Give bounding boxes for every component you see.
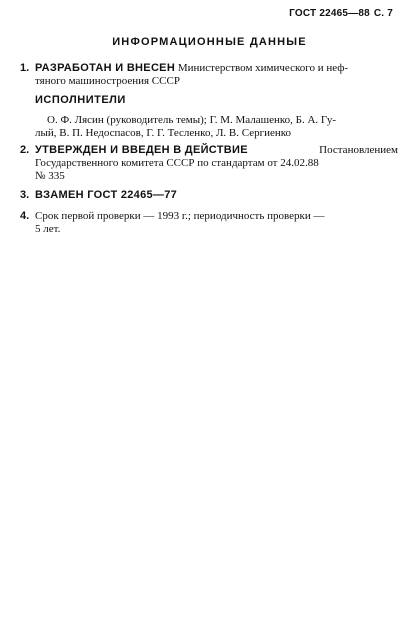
- standard-number: ГОСТ 22465—88: [289, 8, 370, 19]
- executors-line: лый, В. П. Недоспасов, Г. Г. Тесленко, Л. В. Сергиенко: [35, 127, 292, 139]
- section-text: 5 лет.: [35, 223, 61, 235]
- document-title: ИНФОРМАЦИОННЫЕ ДАННЫЕ: [112, 36, 307, 48]
- section-heading: УТВЕРЖДЕН И ВВЕДЕН В ДЕЙСТВИЕ: [35, 144, 248, 156]
- section-heading: ВЗАМЕН ГОСТ 22465—77: [35, 189, 178, 201]
- section-1: [20, 62, 398, 88]
- section-number: 4.: [20, 210, 30, 222]
- section-text: тяного машиностроения СССР: [35, 75, 180, 87]
- section-text: № 335: [35, 170, 65, 182]
- executors-line: О. Ф. Лясин (руководитель темы); Г. М. Малашенко, Б. А. Гу-: [47, 114, 337, 126]
- section-3: [20, 189, 398, 202]
- page-header: [289, 8, 393, 19]
- section-number: 1.: [20, 62, 30, 74]
- section-text: Срок первой проверки — 1993 г.; периодичность проверки —: [35, 210, 325, 222]
- section-number: 2.: [20, 144, 30, 156]
- executors-block: [20, 94, 398, 107]
- section-heading: РАЗРАБОТАН И ВНЕСЕН: [35, 62, 176, 74]
- page-number: С. 7: [373, 8, 393, 19]
- section-text: Постановлением: [319, 144, 398, 156]
- section-4: [20, 210, 398, 236]
- section-number: 3.: [20, 189, 30, 201]
- section-2: [20, 144, 398, 183]
- executors-list: [20, 114, 398, 140]
- executors-heading: ИСПОЛНИТЕЛИ: [35, 94, 126, 106]
- section-text: Министерством химического и неф-: [177, 62, 349, 74]
- section-text: Государственного комитета СССР по стандартам от 24.02.88: [35, 157, 319, 169]
